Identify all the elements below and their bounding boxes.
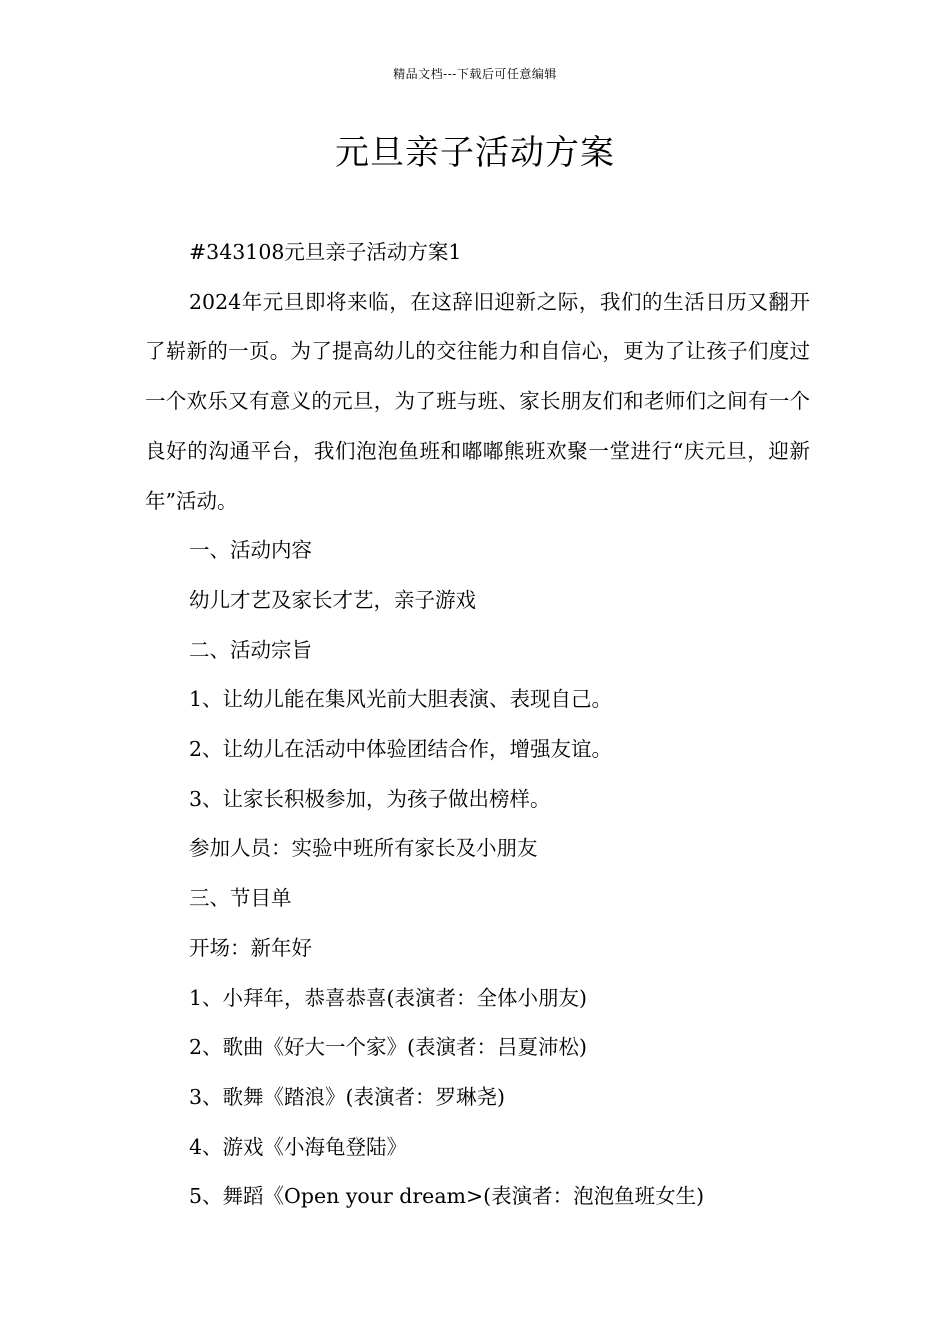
program-item: 5、舞蹈《Open your dream>(表演者：泡泡鱼班女生) [189, 1184, 705, 1209]
list-item: 2、让幼儿在活动中体验团结合作，增强友谊。 [189, 737, 613, 762]
program-item: 1、小拜年，恭喜恭喜(表演者：全体小朋友) [189, 985, 588, 1010]
participants-line: 参加人员：实验中班所有家长及小朋友 [189, 836, 538, 861]
paragraph: 幼儿才艺及家长才艺，亲子游戏 [189, 587, 476, 612]
program-opening: 开场：新年好 [189, 935, 312, 960]
section-heading-program: 三、节目单 [189, 886, 292, 911]
header-note: 精品文档---下载后可任意编辑 [393, 67, 557, 81]
intro-paragraph: 2024年元旦即将来临，在这辞旧迎新之际，我们的生活日历又翻开了崭新的一页。为了提高幼儿的交往能力和自信心，更为了让孩子们度过一个欢乐又有意义的元旦，为了班与班、家长朋友们和老师们之间有一个良好的沟通平台，我们泡泡鱼班和嘟嘟熊班欢聚一堂进行“庆元旦，迎新年”活动。 [145, 289, 810, 513]
document-body [145, 228, 810, 1222]
program-item: 3、歌舞《踏浪》(表演者：罗琳尧) [189, 1084, 506, 1109]
list-item: 3、让家长积极参加，为孩子做出榜样。 [189, 786, 551, 811]
program-item: 4、游戏《小海龟登陆》 [189, 1134, 408, 1159]
doc-subtitle: #343108元旦亲子活动方案1 [189, 240, 462, 264]
program-item: 2、歌曲《好大一个家》(表演者：吕夏沛松) [189, 1035, 588, 1060]
section-heading-purpose: 二、活动宗旨 [189, 637, 312, 662]
list-item: 1、让幼儿能在集风光前大胆表演、表现自己。 [189, 687, 613, 712]
section-heading-content: 一、活动内容 [189, 538, 312, 563]
document-title: 元旦亲子活动方案 [335, 133, 615, 173]
